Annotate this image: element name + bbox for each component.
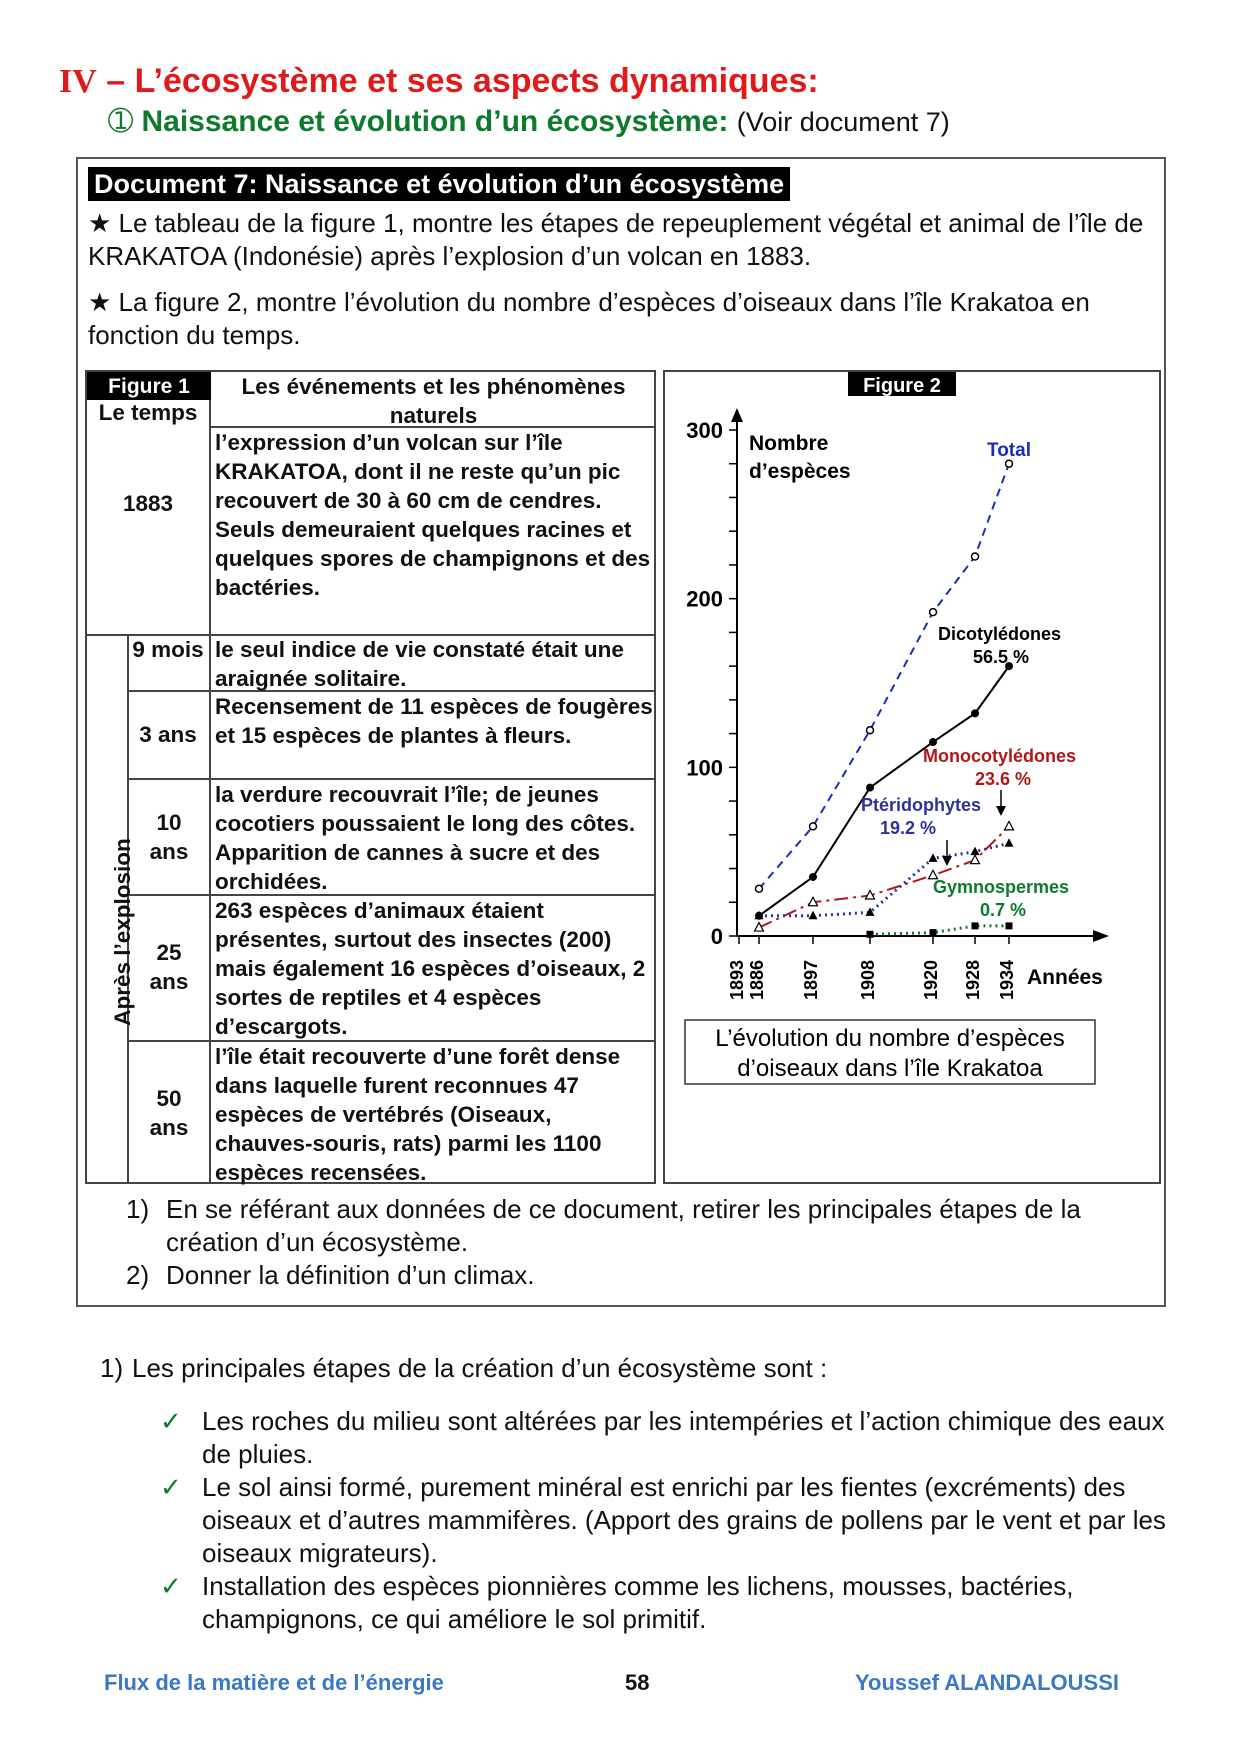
- label-pteridophytes: Ptéridophytes: [861, 795, 982, 815]
- data-point-monocotylédones: [1005, 821, 1014, 830]
- data-point-gymnospermes: [930, 929, 937, 936]
- data-point-ptéridophytes: [1005, 838, 1014, 847]
- answer-item: [100, 1405, 1190, 1471]
- caption-line-1: L’évolution du nombre d’espèces: [715, 1025, 1065, 1052]
- series-line-gymnospermes: [870, 926, 1009, 934]
- row-event-50-ans: l’île était recouverte d’une forêt dense dans laquelle furent reconnues 47 espèces de vertébrés (Oiseaux, chauves-souris, rats) parmi les 1100 espèces recensées.: [215, 1044, 621, 1185]
- question-number: 2): [126, 1260, 150, 1290]
- caption-line-2: d’oiseaux dans l’île Krakatoa: [737, 1055, 1043, 1082]
- x-tick-label: 1908: [858, 959, 878, 1000]
- data-point-gymnospermes: [867, 931, 874, 938]
- y-tick-label: 0: [710, 924, 723, 949]
- row-time-9-mois: 9 mois: [132, 637, 204, 662]
- row-time-25-ans: 25 ans: [149, 940, 189, 994]
- answers-section: [100, 1352, 1190, 1636]
- row-event-10-ans: la verdure recouvrait l’île; de jeunes cocotiers poussaient le long des côtes. Apparition de cannes à sucre et des orchidées.: [215, 782, 636, 894]
- figure-2-title: Figure 2: [863, 375, 941, 397]
- label-gymnospermes-pct: 0.7 %: [980, 900, 1027, 920]
- answer-item-text: Installation des espèces pionnières comme les lichens, mousses, bactéries, champignons, ce qui améliore le sol primitif.: [202, 1571, 1074, 1634]
- row-event-1883: l’expression d’un volcan sur l’île KRAKATOA, dont il ne reste qu’un pic recouvert de 30 à 60 cm de cendres. Seuls demeuraient quelques racines et quelques spores de champignons et des bactéries.: [215, 430, 651, 600]
- subsection-mark: ➀: [108, 105, 134, 138]
- question-text: Donner la définition d’un climax.: [166, 1260, 535, 1290]
- row-time-10-ans: 10 ans: [149, 810, 189, 864]
- data-point-total: [867, 727, 874, 734]
- row-time-1883: 1883: [122, 491, 174, 516]
- data-point-dicotylédones: [866, 784, 874, 792]
- x-tick-label: 1928: [963, 959, 983, 1000]
- subsection-title-text: Naissance et évolution d’un écosystème:: [141, 105, 729, 138]
- data-point-dicotylédones: [929, 738, 937, 746]
- check-icon: ✓: [160, 1472, 182, 1502]
- question-text: En se référant aux données de ce document, retirer les principales étapes de la création d’un écosystème.: [166, 1194, 1081, 1257]
- answer-item-text: Les roches du milieu sont altérées par les intempéries et l’action chimique des eaux de pluies.: [202, 1406, 1165, 1469]
- footer-page-number: 58: [625, 1670, 650, 1695]
- data-point-ptéridophytes: [809, 911, 818, 920]
- answer-lead: [100, 1352, 1190, 1385]
- data-point-total: [930, 609, 937, 616]
- pointer-arrowhead-pteridophytes: [942, 856, 952, 866]
- y-tick-label: 100: [686, 755, 723, 781]
- data-point-total: [810, 823, 817, 830]
- answer-number: 1): [100, 1353, 124, 1383]
- footer-author: Youssef ALANDALOUSSI: [855, 1670, 1120, 1695]
- x-tick-label: 1920: [921, 959, 941, 1000]
- y-axis-arrow: [731, 408, 743, 422]
- data-point-gymnospermes: [1006, 922, 1013, 929]
- data-point-ptéridophytes: [971, 847, 980, 856]
- after-explosion-label: Après l’explosion: [110, 838, 135, 1026]
- figure-1-badge: Figure 1: [87, 372, 211, 400]
- label-dicotyledones-pct: 56.5 %: [973, 647, 1030, 667]
- label-dicotyledones: Dicotylédones: [938, 624, 1062, 644]
- check-icon: ✓: [160, 1406, 182, 1436]
- label-pteridophytes-pct: 19.2 %: [880, 818, 937, 838]
- answer-item: [100, 1471, 1190, 1570]
- document-reference: (Voir document 7): [736, 107, 950, 137]
- check-icon: ✓: [160, 1571, 182, 1601]
- pointer-arrowhead-monocotyledones: [996, 806, 1006, 816]
- line-chart: [665, 372, 1159, 1182]
- data-point-gymnospermes: [972, 922, 979, 929]
- figure-1-table: [85, 370, 656, 1184]
- x-tick-label: 1893: [727, 959, 747, 1000]
- data-point-ptéridophytes: [929, 853, 938, 862]
- document-title: Document 7: Naissance et évolution d’un écosystème: [88, 167, 790, 201]
- footer-subject: Flux de la matière et de l’énergie: [104, 1670, 444, 1695]
- data-point-dicotylédones: [971, 709, 979, 717]
- section-numeral: IV: [59, 63, 97, 100]
- column-header-time: Le temps: [98, 400, 198, 425]
- label-monocotyledones: Monocotylédones: [923, 746, 1077, 766]
- row-time-50-ans: 50 ans: [149, 1086, 189, 1140]
- document-intro-1: ★ Le tableau de la figure 1, montre les étapes de repeuplement végétal et animal de l’île de KRAKATOA (Indonésie) après l’explosion d’un volcan en 1883.: [88, 208, 1144, 271]
- questions-list: [126, 1193, 1146, 1292]
- document-box: [76, 157, 1166, 1307]
- y-tick-label: 300: [686, 418, 723, 443]
- answer-lead-text: Les principales étapes de la création d’un écosystème sont :: [132, 1353, 828, 1383]
- x-axis-arrow: [1093, 930, 1109, 942]
- row-event-25-ans: 263 espèces d’animaux étaient présentes, surtout des insectes (200) mais également 16 espèces d’oiseaux, 2 sortes de reptiles et 4 espèces d’escargots.: [215, 898, 646, 1039]
- row-event-3-ans: Recensement de 11 espèces de fougères et 15 espèces de plantes à fleurs.: [215, 694, 653, 748]
- data-point-total: [972, 553, 979, 560]
- table-divider: [209, 372, 211, 1182]
- label-monocotyledones-pct: 23.6 %: [975, 769, 1032, 789]
- answer-item-text: Le sol ainsi formé, purement minéral est enrichi par les fientes (excréments) des oiseaux et d’autres mammifères. (Apport des grains de pollens par le vent et par les oiseaux migrateurs).: [202, 1472, 1166, 1568]
- section-title-text: – L’écosystème et ses aspects dynamiques:: [96, 62, 819, 100]
- x-tick-label: 1886: [747, 959, 767, 1000]
- row-time-3-ans: 3 ans: [139, 722, 197, 747]
- answer-item: [100, 1570, 1190, 1636]
- question-number: 1): [126, 1194, 150, 1224]
- data-point-monocotylédones: [971, 855, 980, 864]
- section-title: [59, 62, 819, 101]
- column-header-events: Les événements et les phénomènes naturels: [241, 374, 626, 428]
- label-gymnospermes: Gymnospermes: [933, 877, 1070, 897]
- y-axis-label-line-1: Nombre: [749, 432, 829, 455]
- x-tick-label: 1934: [997, 959, 1017, 1000]
- question-2: [126, 1259, 1146, 1292]
- y-tick-label: 200: [686, 586, 723, 612]
- question-1: [126, 1193, 1146, 1259]
- figure-2-chart: [663, 370, 1161, 1184]
- x-tick-label: 1897: [801, 959, 821, 1000]
- document-intro-2: ★ La figure 2, montre l’évolution du nombre d’espèces d’oiseaux dans l’île Krakatoa en fonction du temps.: [88, 287, 1090, 350]
- data-point-dicotylédones: [809, 873, 817, 881]
- subsection-title: [108, 104, 950, 139]
- data-point-total: [756, 885, 763, 892]
- x-axis-label: Années: [1027, 966, 1103, 989]
- row-event-9-mois: le seul indice de vie constaté était une araignée solitaire.: [215, 637, 624, 691]
- label-total: Total: [987, 440, 1031, 461]
- data-point-total: [1006, 460, 1013, 467]
- y-axis-label-line-2: d’espèces: [749, 460, 851, 483]
